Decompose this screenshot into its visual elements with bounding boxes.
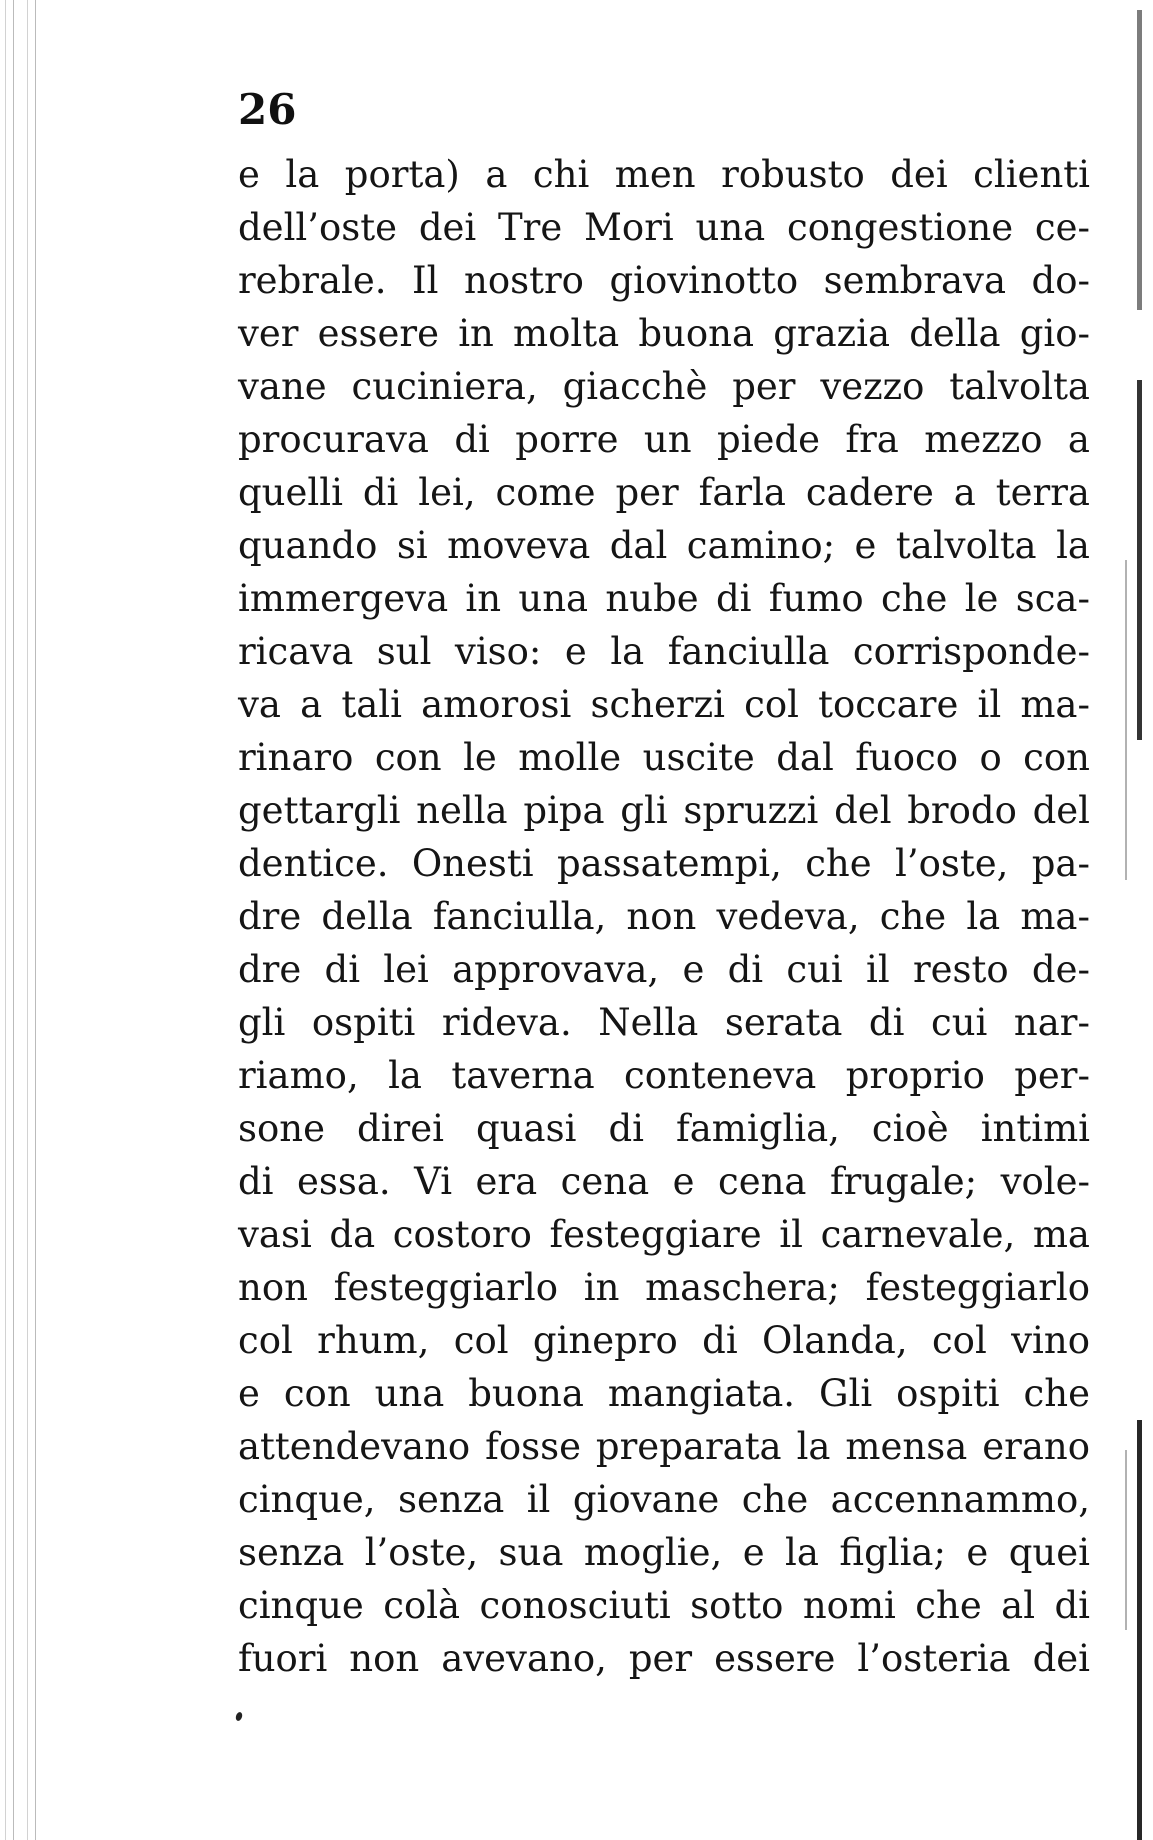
text-line: fuori non avevano, per essere l’osteria dei bbox=[238, 1637, 1090, 1680]
text-line: cinque colà conosciuti sotto nomi che al di bbox=[238, 1584, 1090, 1627]
text-line: gettargli nella pipa gli spruzzi del brodo del bbox=[238, 789, 1090, 832]
text-line: rinaro con le molle uscite dal fuoco o con bbox=[238, 736, 1090, 779]
text-line: attendevano fosse preparata la mensa erano bbox=[238, 1425, 1090, 1468]
text-line: procurava di porre un piede fra mezzo a bbox=[238, 418, 1090, 461]
page-edge-shadow bbox=[1137, 1420, 1142, 1840]
text-line: cinque, senza il giovane che accennammo, bbox=[238, 1478, 1090, 1521]
text-line: vane cuciniera, giacchè per vezzo talvolta bbox=[238, 365, 1090, 408]
text-line: dell’oste dei Tre Mori una congestione ce- bbox=[238, 206, 1090, 249]
page-edge-shadow bbox=[1137, 10, 1142, 310]
text-line: ricava sul viso: e la fanciulla corrisponde- bbox=[238, 630, 1090, 673]
text-line: dentice. Onesti passatempi, che l’oste, pa- bbox=[238, 842, 1090, 885]
binding-edge-shadow bbox=[0, 0, 46, 1840]
text-line: gli ospiti rideva. Nella serata di cui nar- bbox=[238, 1001, 1090, 1044]
text-line: quando si moveva dal camino; e talvolta la bbox=[238, 524, 1090, 567]
text-line: dre della fanciulla, non vedeva, che la ma- bbox=[238, 895, 1090, 938]
text-line: non festeggiarlo in maschera; festeggiarlo bbox=[238, 1266, 1090, 1309]
text-line: e con una buona mangiata. Gli ospiti che bbox=[238, 1372, 1090, 1415]
text-line: col rhum, col ginepro di Olanda, col vino bbox=[238, 1319, 1090, 1362]
text-line: e la porta) a chi men robusto dei clienti bbox=[238, 153, 1090, 196]
text-line: riamo, la taverna conteneva proprio per- bbox=[238, 1054, 1090, 1097]
text-line: vasi da costoro festeggiare il carnevale, ma bbox=[238, 1213, 1090, 1256]
page-edge-line bbox=[1125, 560, 1127, 880]
body-text bbox=[238, 148, 1090, 1685]
text-line: sone direi quasi di famiglia, cioè intimi bbox=[238, 1107, 1090, 1150]
page-number: 26 bbox=[238, 85, 297, 134]
text-line: va a tali amorosi scherzi col toccare il ma- bbox=[238, 683, 1090, 726]
page-edge-shadow bbox=[1137, 380, 1142, 740]
ink-speck bbox=[235, 1711, 244, 1722]
text-line: senza l’oste, sua moglie, e la figlia; e quei bbox=[238, 1531, 1090, 1574]
text-line: rebrale. Il nostro giovinotto sembrava do- bbox=[238, 259, 1090, 302]
text-line: immergeva in una nube di fumo che le sca- bbox=[238, 577, 1090, 620]
text-line: di essa. Vi era cena e cena frugale; vole- bbox=[238, 1160, 1090, 1203]
text-line: ver essere in molta buona grazia della gio- bbox=[238, 312, 1090, 355]
text-line: dre di lei approvava, e di cui il resto de- bbox=[238, 948, 1090, 991]
text-line: quelli di lei, come per farla cadere a terra bbox=[238, 471, 1090, 514]
page-edge-line bbox=[1125, 1450, 1127, 1630]
